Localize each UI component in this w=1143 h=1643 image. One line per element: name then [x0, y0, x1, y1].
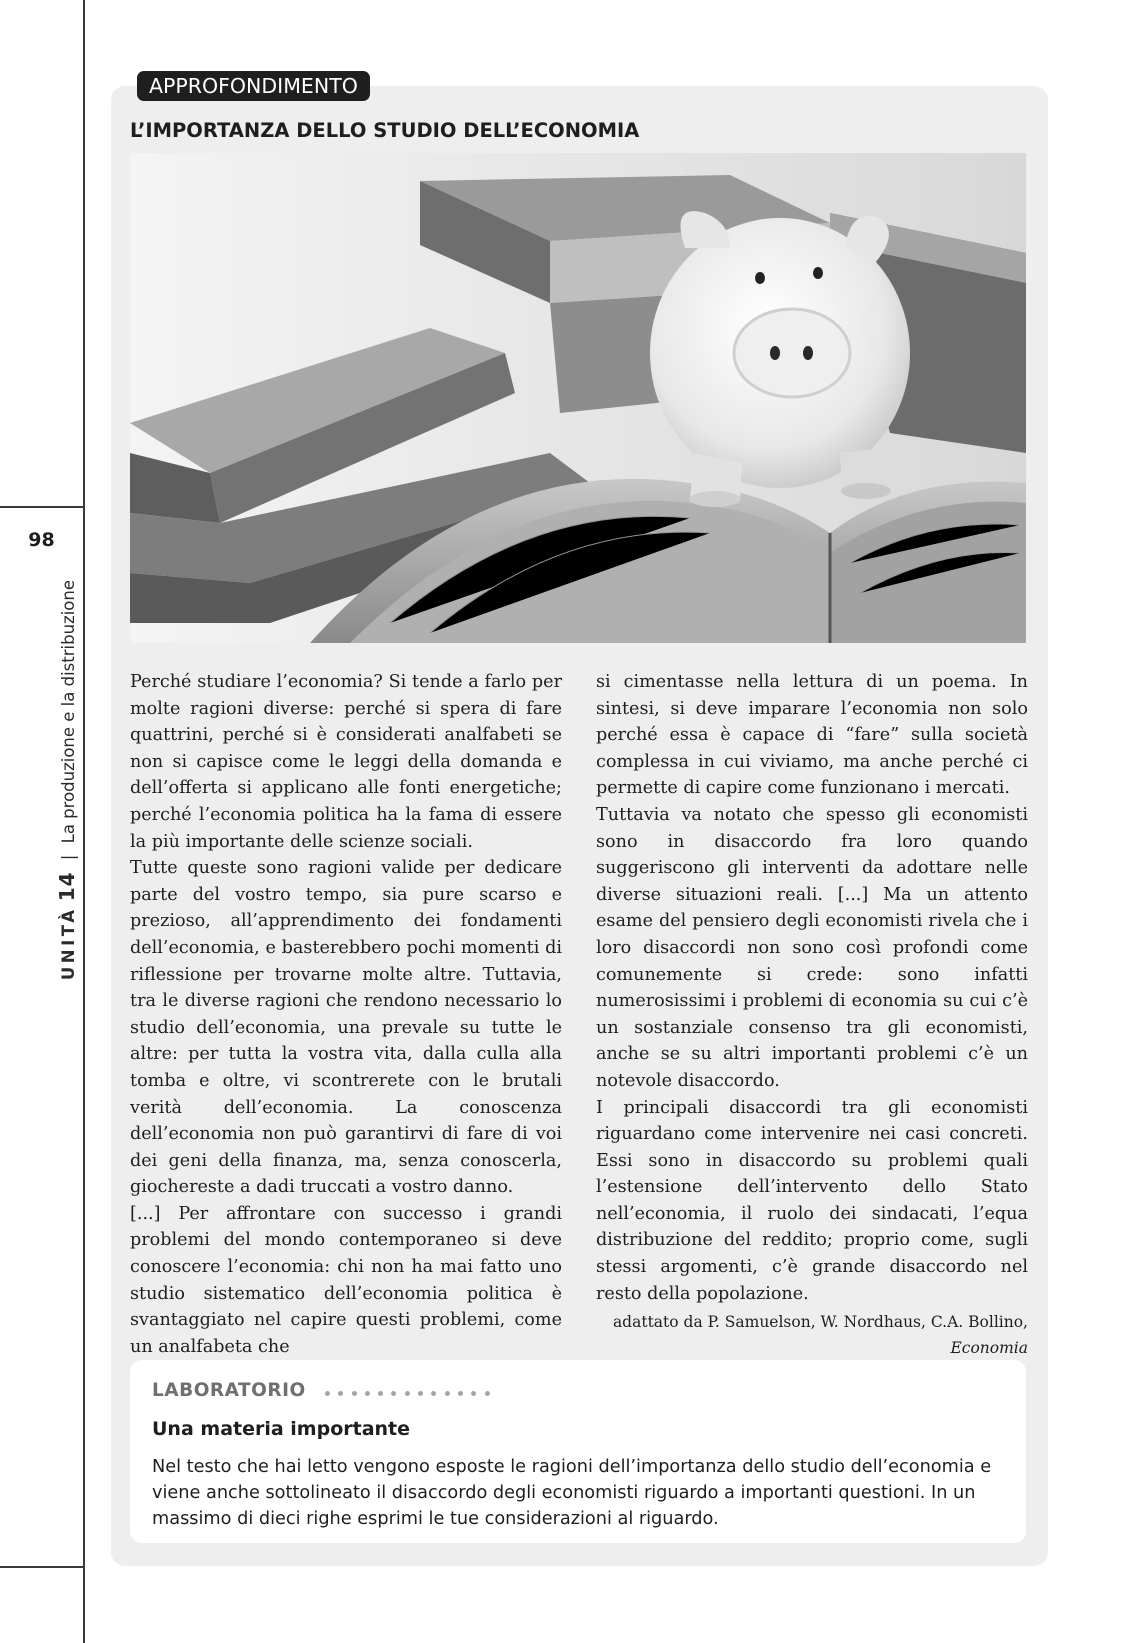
article-paragraph: si cimentasse nella lettura di un poema. In sintesi, si deve imparare l’economia non solo perché essa è capace di “fare” sulla società complessa in cui viviamo, ma anche perché ci permette di capire come funzionano i mercati.	[596, 672, 1028, 799]
lab-label: LABORATORIO	[152, 1380, 306, 1401]
lab-text: Nel testo che hai letto vengono esposte le ragioni dell’importanza dello studio dell’economia e viene anche sottolineato il disaccordo degli economisti riguardo a importanti questioni. In un massimo di dieci righe esprimi le tue considerazioni al riguardo.	[152, 1457, 992, 1529]
piggy-bank-on-books-icon	[130, 153, 1026, 643]
article-column-left	[130, 669, 562, 1360]
article-column-right	[596, 669, 1028, 1361]
margin-line	[83, 0, 85, 1643]
margin-rule-bottom	[0, 1566, 84, 1568]
article-paragraph: I principali disaccordi tra gli economisti riguardano come intervenire nei casi concreti. Essi sono in disaccordo su problemi quali l’estensione dell’intervento dello Stato nell’economia, il ruolo dei sindacati, l’equa distribuzione del reddito; proprio come, sugli stessi argomenti, c’è grande disaccordo nel resto della popolazione.	[596, 1097, 1028, 1304]
article-paragraph: Tuttavia va notato che spesso gli economisti sono in disaccordo fra loro quando suggeriscono gli interventi da adottare nelle diverse situazioni reali. [...] Ma un attento esame del pensiero degli economisti rivela che i loro disaccordi non sono così profondi come comunemente si crede: sono infatti numerosissimi i problemi di economia su cui c’è un sostanziale consenso tra gli economisti, anche se su altri importanti problemi c’è un notevole disaccordo.	[596, 804, 1028, 1091]
page-number: 98	[28, 529, 55, 551]
running-head-separator: |	[59, 854, 78, 861]
source-work: Economia	[950, 1339, 1028, 1358]
lab-card	[130, 1360, 1026, 1543]
source-credit: adattato da P. Samuelson, W. Nordhaus, C.A. Bollino,	[612, 1313, 1028, 1332]
lab-dots	[325, 1391, 490, 1396]
article-paragraph: Tutte queste sono ragioni valide per dedicare parte del vostro tempo, sia pure scarso e prezioso, all’apprendimento dei fondamenti dell’economia, e basterebbero pochi momenti di riflessione per trovarne molte altre. Tuttavia, tra le diverse ragioni che rendono necessario lo studio dell’economia, una prevale su tutte le altre: per tutta la vostra vita, dalla culla alla tomba e oltre, vi scontrerete con le brutali verità dell’economia. La conoscenza dell’economia non può garantirvi di fare di voi dei geni della finanza, ma, senza conoscerla, giochereste a dadi truccati a vostro danno.	[130, 858, 562, 1198]
feature-photo	[130, 153, 1026, 643]
article-paragraph: [...] Per affrontare con successo i grandi problemi del mondo contemporaneo si deve conoscere l’economia: chi non ha mai fatto uno studio sistematico dell’economia politica è svantaggiato nel capire questi problemi, come un analfabeta che	[130, 1203, 562, 1357]
source-citation	[596, 1309, 1028, 1361]
unit-number: 14	[55, 871, 79, 902]
unit-label: UNITÀ	[59, 906, 78, 981]
feature-tag: APPROFONDIMENTO	[137, 71, 370, 101]
lab-title: Una materia importante	[152, 1418, 411, 1440]
margin-rule-top	[0, 506, 84, 508]
feature-title: L’IMPORTANZA DELLO STUDIO DELL’ECONOMIA	[130, 119, 640, 142]
running-head	[55, 580, 79, 980]
chapter-title: La produzione e la distribuzione	[59, 580, 78, 844]
article-paragraph: Perché studiare l’economia? Si tende a farlo per molte ragioni diverse: perché si spera di fare quattrini, perché si è considerati analfabeti se non si capisce come le leggi della domanda e dell’offerta si applicano alle fonti energetiche; perché l’economia politica ha la fama di essere la più importante delle scienze sociali.	[130, 672, 562, 852]
